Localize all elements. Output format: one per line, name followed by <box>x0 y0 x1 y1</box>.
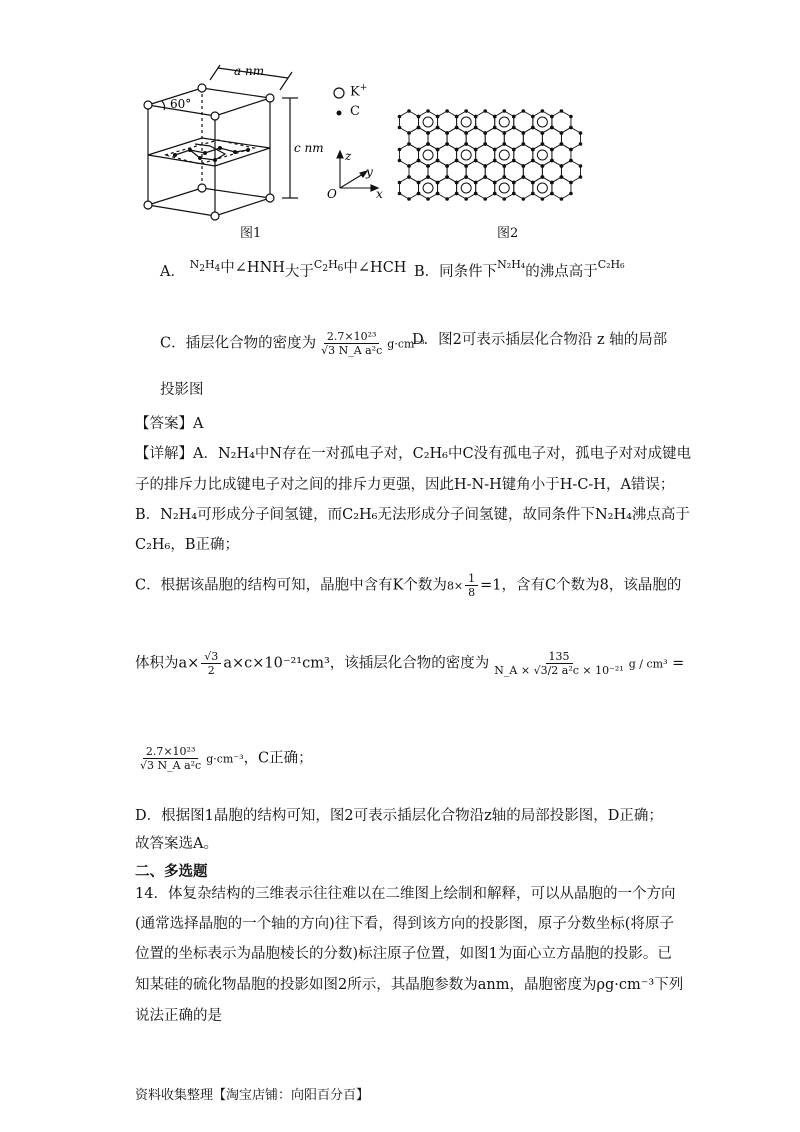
lattice-hexagon <box>438 111 457 133</box>
carbon-atom <box>398 148 402 152</box>
carbon-atom <box>531 181 535 185</box>
carbon-atom <box>417 192 421 196</box>
carbon-atom <box>417 126 421 130</box>
carbon-atom <box>445 164 449 168</box>
carbon-atom <box>560 175 564 179</box>
carbon-atom <box>522 197 526 201</box>
lattice-hexagon <box>542 128 561 150</box>
carbon-atom <box>569 148 573 152</box>
legend-c-icon <box>334 108 344 118</box>
lattice-hexagon <box>561 161 580 183</box>
carbon-atom <box>493 126 497 130</box>
carbon-atom <box>531 192 535 196</box>
carbon-atom <box>436 181 440 185</box>
lattice-hexagon <box>552 111 571 133</box>
explanation-line-1: 【详解】A．N₂H₄中N存在一对孤电子对，C₂H₆中C没有孤电子对，孤电子对对成键电 <box>135 446 692 462</box>
lattice-hexagon <box>447 161 466 183</box>
carbon-atom <box>502 142 506 146</box>
carbon-atom <box>445 142 449 146</box>
a-length-label: a nm <box>234 64 265 78</box>
axis-y: y <box>366 165 373 179</box>
lattice-hexagon <box>438 177 457 199</box>
lattice-hexagon <box>447 128 466 150</box>
carbon-atom <box>407 164 411 168</box>
section-heading: 二、多选题 <box>135 863 208 880</box>
lattice-hexagon <box>485 128 504 150</box>
carbon-atom <box>455 159 459 163</box>
carbon-atom <box>417 159 421 163</box>
potassium-ion <box>461 183 471 193</box>
explanation-line-9: 故答案选A。 <box>135 836 218 852</box>
carbon-atom <box>541 197 545 201</box>
axis-z: z <box>345 149 352 163</box>
carbon-atom <box>502 131 506 135</box>
lattice-hexagon <box>428 128 447 150</box>
carbon-atom <box>579 175 583 179</box>
carbon-atom <box>531 126 535 130</box>
carbon-atom <box>464 164 468 168</box>
carbon-atom <box>407 197 411 201</box>
lattice-hexagon <box>514 144 533 166</box>
lattice-hexagon <box>428 161 447 183</box>
carbon-atom <box>483 197 487 201</box>
carbon-atom <box>436 115 440 119</box>
carbon-atom <box>398 159 402 163</box>
carbon-atom <box>436 148 440 152</box>
lattice-hexagon <box>399 177 418 199</box>
lattice-hexagon <box>514 111 533 133</box>
carbon-atom <box>455 192 459 196</box>
carbon-atom <box>512 159 516 163</box>
carbon-atom <box>436 126 440 130</box>
carbon-atom <box>474 115 478 119</box>
carbon-atom <box>407 142 411 146</box>
carbon-atom <box>436 192 440 196</box>
lattice-hexagon <box>561 128 580 150</box>
carbon-atom <box>541 175 545 179</box>
carbon-atom <box>398 181 402 185</box>
option-c: C．插层化合物的密度为 $\frac{\text{2.7×10²³}}{\text{√3 N\_A a²c}}$ g·cm⁻³ <box>160 330 425 357</box>
carbon-atom <box>569 159 573 163</box>
option-d-cont: 投影图 <box>160 382 204 398</box>
carbon-atom <box>398 192 402 196</box>
carbon-atom <box>541 164 545 168</box>
lattice-hexagon <box>514 177 533 199</box>
carbon-atom <box>445 131 449 135</box>
carbon-atom <box>569 181 573 185</box>
carbon-atom <box>436 159 440 163</box>
carbon-atom <box>455 115 459 119</box>
carbon-atom <box>579 142 583 146</box>
carbon-atom <box>464 109 468 113</box>
potassium-ion <box>423 183 433 193</box>
lattice-hexagon <box>542 161 561 183</box>
lattice-hexagon <box>476 177 495 199</box>
carbon-atom <box>550 115 554 119</box>
carbon-atom <box>541 109 545 113</box>
option-d: D．图2可表示插层化合物沿 z 轴的局部 <box>412 332 668 348</box>
potassium-ion <box>423 150 433 160</box>
explanation-line-3: B．N₂H₄可形成分子间氢键，而C₂H₆无法形成分子间氢键，故同条件下N₂H₄沸点高于 <box>135 507 690 523</box>
lattice-hexagon <box>466 128 485 150</box>
question-14-line-2: (通常选择晶胞的一个轴的方向)往下看，得到该方向的投影图，原子分数坐标(将原子 <box>135 916 674 932</box>
lattice-hexagon <box>485 161 504 183</box>
carbon-atom <box>417 148 421 152</box>
carbon-atom <box>474 181 478 185</box>
explanation-line-7: $\frac{\text{2.7×10²³}}{\text{√3 N\_A a²c}}$ g·cm⁻³，C正确； <box>140 745 313 772</box>
carbon-atom <box>541 142 545 146</box>
explanation-line-6: 体积为a× $\frac{√3}{2}$ a×c×10⁻²¹cm³，该插层化合物的密度为 $\frac{135}{\text{N\_A × √3/2 a²c × 10⁻²¹}}$ g / cm³ = <box>135 650 685 677</box>
carbon-atom <box>569 192 573 196</box>
footer-text: 资料收集整理【淘宝店铺：向阳百分百】 <box>135 1088 370 1103</box>
carbon-atom <box>474 159 478 163</box>
carbon-atom <box>455 148 459 152</box>
carbon-atom <box>502 175 506 179</box>
carbon-atom <box>417 115 421 119</box>
carbon-atom <box>426 175 430 179</box>
carbon-atom <box>493 181 497 185</box>
lattice-hexagon <box>476 111 495 133</box>
legend-c: C <box>350 104 360 119</box>
carbon-atom <box>550 148 554 152</box>
carbon-atom <box>502 197 506 201</box>
legend-k: K+ <box>350 83 368 100</box>
carbon-atom <box>531 115 535 119</box>
carbon-atom <box>455 126 459 130</box>
lattice-hexagon <box>552 177 571 199</box>
explanation-line-8: D．根据图1晶胞的结构可知，图2可表示插层化合物沿z轴的局部投影图，D正确； <box>135 808 663 824</box>
explanation-line-5: C．根据该晶胞的结构可知，晶胞中含有K个数为8× $\frac{1}{8}$ =1，含有C个数为8，该晶胞的 <box>135 572 682 599</box>
potassium-ion <box>423 117 433 127</box>
lattice-hexagon <box>399 144 418 166</box>
carbon-atom <box>579 131 583 135</box>
carbon-atom <box>522 109 526 113</box>
figure-1-label: 图1 <box>240 226 262 241</box>
potassium-ion <box>461 117 471 127</box>
carbon-atom <box>483 109 487 113</box>
carbon-atom <box>407 109 411 113</box>
carbon-atom <box>560 131 564 135</box>
carbon-atom <box>512 115 516 119</box>
carbon-atom <box>502 109 506 113</box>
question-14-line-4: 知某硅的硫化物晶胞的投影如图2所示，其晶胞参数为anm，晶胞密度为ρg·cm⁻³下列 <box>135 977 684 993</box>
carbon-atom <box>474 148 478 152</box>
lattice-hexagon <box>504 161 523 183</box>
carbon-atom <box>531 148 535 152</box>
carbon-atom <box>522 142 526 146</box>
carbon-atom <box>426 131 430 135</box>
carbon-atom <box>560 164 564 168</box>
carbon-atom <box>541 131 545 135</box>
carbon-atom <box>569 126 573 130</box>
carbon-atom <box>426 164 430 168</box>
carbon-atom <box>483 164 487 168</box>
question-14-line-5: 说法正确的是 <box>135 1008 222 1024</box>
option-a: A． $^{N_2H_4}$中∠HNH大于$^{C_2H_6}$中∠HCH <box>160 258 407 280</box>
potassium-ion <box>537 117 547 127</box>
lattice-hexagon <box>523 161 542 183</box>
axis-x: x <box>376 187 383 201</box>
carbon-atom <box>512 126 516 130</box>
legend-k-icon <box>332 86 346 100</box>
option-b: B．同条件下$^{N_2H_4}$的沸点高于$^{C_2H_6}$ <box>414 258 625 280</box>
carbon-atom <box>483 142 487 146</box>
carbon-atom <box>483 175 487 179</box>
question-14-line-1: 14．体复杂结构的三维表示往往难以在二维图上绘制和解释，可以从晶胞的一个方向 <box>135 886 676 902</box>
carbon-atom <box>493 148 497 152</box>
carbon-atom <box>579 164 583 168</box>
carbon-atom <box>550 181 554 185</box>
carbon-atom <box>493 115 497 119</box>
answer: 【答案】A <box>135 416 204 432</box>
carbon-atom <box>407 175 411 179</box>
angle-label: 60° <box>170 97 192 111</box>
lattice-hexagon <box>399 111 418 133</box>
carbon-atom <box>550 192 554 196</box>
carbon-atom <box>407 131 411 135</box>
potassium-ion <box>499 150 509 160</box>
carbon-atom <box>455 181 459 185</box>
carbon-atom <box>502 164 506 168</box>
explanation-line-4: C₂H₆，B正确； <box>135 537 240 553</box>
carbon-atom <box>474 192 478 196</box>
carbon-atom <box>445 197 449 201</box>
axes-icon <box>325 148 385 203</box>
carbon-atom <box>445 175 449 179</box>
carbon-atom <box>560 109 564 113</box>
figure-2-label: 图2 <box>497 226 519 241</box>
carbon-atom <box>483 131 487 135</box>
potassium-ion <box>537 183 547 193</box>
figure-1-crystal-cell <box>130 60 330 225</box>
carbon-atom <box>522 131 526 135</box>
potassium-ion <box>537 150 547 160</box>
figure-2-projection <box>395 100 640 220</box>
potassium-ion <box>499 117 509 127</box>
carbon-atom <box>512 148 516 152</box>
carbon-atom <box>560 197 564 201</box>
lattice-hexagon <box>409 128 428 150</box>
axis-o: O <box>327 187 337 201</box>
carbon-atom <box>493 192 497 196</box>
carbon-atom <box>417 181 421 185</box>
carbon-atom <box>464 175 468 179</box>
carbon-atom <box>464 142 468 146</box>
carbon-atom <box>569 115 573 119</box>
c-length-label: c nm <box>294 141 324 155</box>
carbon-atom <box>560 142 564 146</box>
question-14-line-3: 位置的坐标表示为晶胞棱长的分数)标注原子位置，如图1为面心立方晶胞的投影。已 <box>135 946 672 962</box>
carbon-atom <box>464 131 468 135</box>
explanation-line-2: 子的排斥力比成键电子对之间的排斥力更强，因此H-N-H键角小于H-C-H，A错误； <box>135 477 675 493</box>
lattice-hexagon <box>476 144 495 166</box>
carbon-atom <box>426 197 430 201</box>
carbon-atom <box>550 159 554 163</box>
carbon-atom <box>426 109 430 113</box>
lattice-hexagon <box>466 161 485 183</box>
carbon-atom <box>398 115 402 119</box>
carbon-atom <box>512 181 516 185</box>
carbon-atom <box>464 197 468 201</box>
carbon-atom <box>426 142 430 146</box>
carbon-atom <box>398 126 402 130</box>
lattice-hexagon <box>409 161 428 183</box>
lattice-hexagon <box>552 144 571 166</box>
carbon-atom <box>512 192 516 196</box>
carbon-atom <box>522 175 526 179</box>
carbon-atom <box>474 126 478 130</box>
lattice-hexagon <box>523 128 542 150</box>
potassium-ion <box>499 183 509 193</box>
carbon-atom <box>550 126 554 130</box>
lattice-hexagon <box>504 128 523 150</box>
carbon-atom <box>531 159 535 163</box>
carbon-atom <box>493 159 497 163</box>
potassium-ion <box>461 150 471 160</box>
carbon-atom <box>522 164 526 168</box>
lattice-hexagon <box>438 144 457 166</box>
carbon-atom <box>445 109 449 113</box>
